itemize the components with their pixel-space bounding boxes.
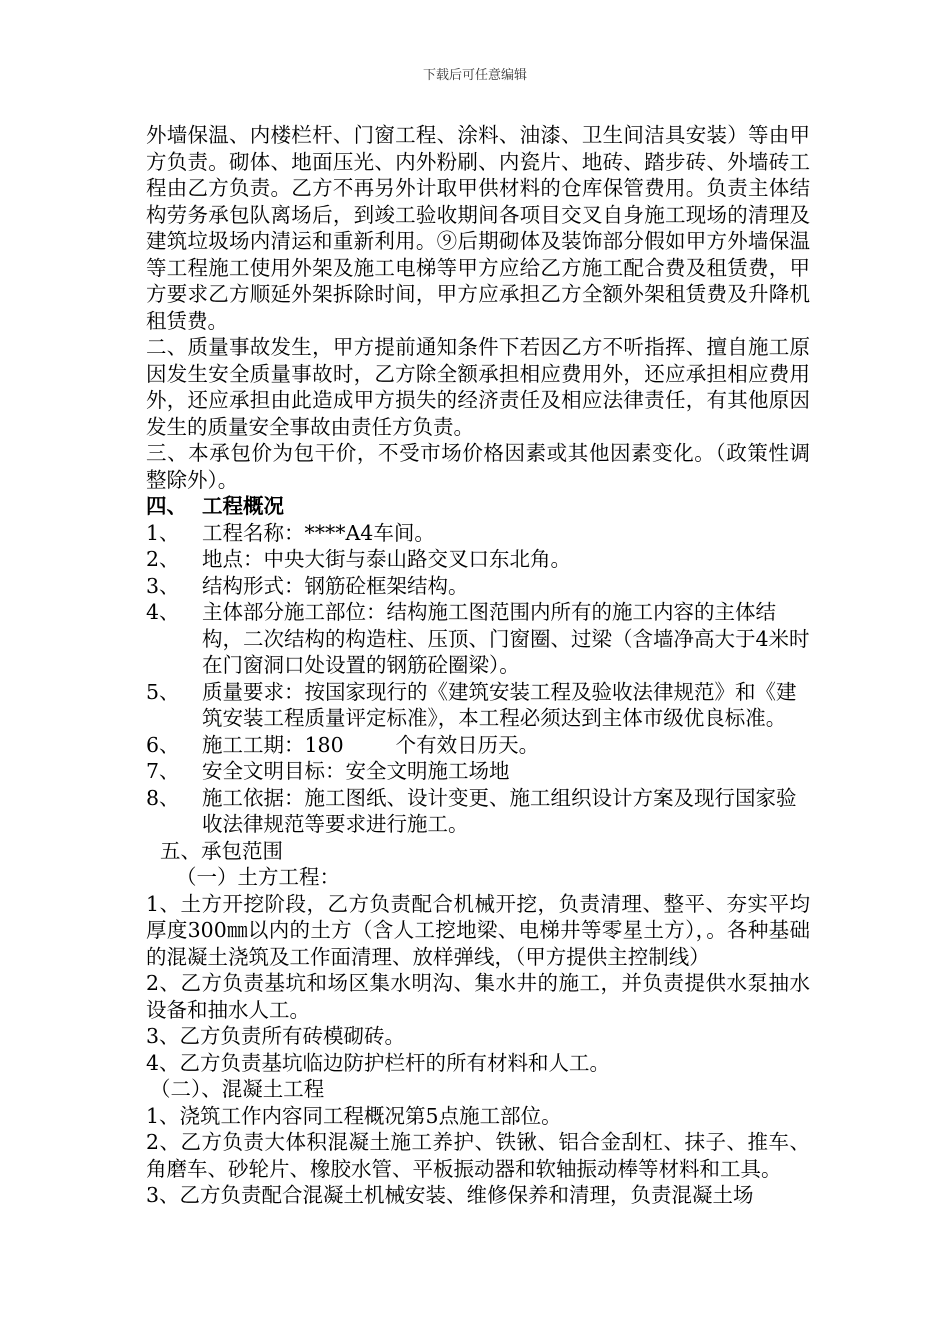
list-item: 8、 施工依据：施工图纸、设计变更、施工组织设计方案及现行国家验收法律规范等要求进行施工。 xyxy=(146,785,797,836)
page-header: 下载后可任意编辑 xyxy=(422,68,527,83)
subsection-heading-earthwork: （一）土方工程： xyxy=(176,865,340,889)
paragraph-intro: 外墙保温、内楼栏杆、门窗工程、涂料、油漆、卫生间洁具安装）等由甲方负责。砌体、地面压光、内外粉刷、内瓷片、地砖、踏步砖、外墙砖工程由乙方负责。乙方不再另外计取甲供材料的仓库保管费用。负责主体结构劳务承包队离场后，到竣工验收期间各项目交叉自身施工现场的清理及建筑垃圾场内清运和重新利用。⑨后期砌体及装饰部分假如甲方外墙保温等工程施工使用外架及施工电梯等甲方应给乙方施工配合费及租赁费，甲方要求乙方顺延外架拆除时间，甲方应承担乙方全额外架租赁费及升降机租赁费。 xyxy=(146,123,810,333)
list-item: 5、 质量要求：按国家现行的《建筑安装工程及验收法律规范》和《建筑安装工程质量评定标准》，本工程必须达到主体市级优良标准。 xyxy=(146,679,797,730)
list-item: 1、 工程名称：****A4车间。 xyxy=(146,520,435,545)
paragraph-item: 1、土方开挖阶段，乙方负责配合机械开挖，负责清理、整平、夯实平均厚度300㎜以内的土方（含人工挖地梁、电梯井等零星土方），。各种基础的混凝土浇筑及工作面清理、放样弹线，（甲方提供主控制线） xyxy=(146,891,810,969)
paragraph-item: 1、浇筑工作内容同工程概况第5点施工部位。 xyxy=(146,1103,562,1128)
list-item: 4、 主体部分施工部位：结构施工图范围内所有的施工内容的主体结构，二次结构的构造柱、压顶、门窗圈、过梁（含墙净高大于4米时在门窗洞口处设置的钢筋砼圈梁）。 xyxy=(146,600,810,677)
paragraph-item: 4、乙方负责基坑临边防护栏杆的所有材料和人工。 xyxy=(146,1050,611,1075)
list-item: 6、 施工工期：180 个有效日历天。 xyxy=(146,732,540,757)
paragraph-item: 3、乙方负责所有砖模砌砖。 xyxy=(146,1024,406,1048)
section-heading-scope: 五、承包范围 xyxy=(160,838,283,863)
paragraph-item: 3、乙方负责配合混凝土机械安装、维修保养和清理，负责混凝土场 xyxy=(146,1183,754,1207)
document-body xyxy=(146,122,810,1209)
subsection-heading-concrete: （二）、混凝土工程 xyxy=(150,1077,325,1101)
list-item: 3、 结构形式：钢筋砼框架结构。 xyxy=(146,573,469,598)
paragraph-contract-price: 三、本承包价为包干价，不受市场价格因素或其他因素变化。（政策性调整除外）。 xyxy=(146,441,810,492)
section-heading-overview xyxy=(146,493,810,520)
list-item: 2、 地点：中央大街与泰山路交叉口东北角。 xyxy=(146,547,571,571)
paragraph-item: 2、乙方负责大体积混凝土施工养护、铁锹、铝合金刮杠、抹子、推车、角磨车、砂轮片、橡胶水管、平板振动器和软轴振动棒等材料和工具。 xyxy=(146,1130,810,1181)
section-title: 工程概况 xyxy=(202,494,284,518)
section-number: 四、 xyxy=(146,494,187,518)
list-item: 7、 安全文明目标：安全文明施工场地 xyxy=(146,759,510,783)
paragraph-quality-accident: 二、质量事故发生，甲方提前通知条件下若因乙方不听指挥、擅自施工原因发生安全质量事故时，乙方除全额承担相应费用外，还应承担相应费用外，还应承担由此造成甲方损失的经济责任及相应法律责任，有其他原因发生的质量安全事故由责任方负责。 xyxy=(146,335,810,439)
paragraph-item: 2、乙方负责基坑和场区集水明沟、集水井的施工，并负责提供水泵抽水设备和抽水人工。 xyxy=(146,971,810,1022)
